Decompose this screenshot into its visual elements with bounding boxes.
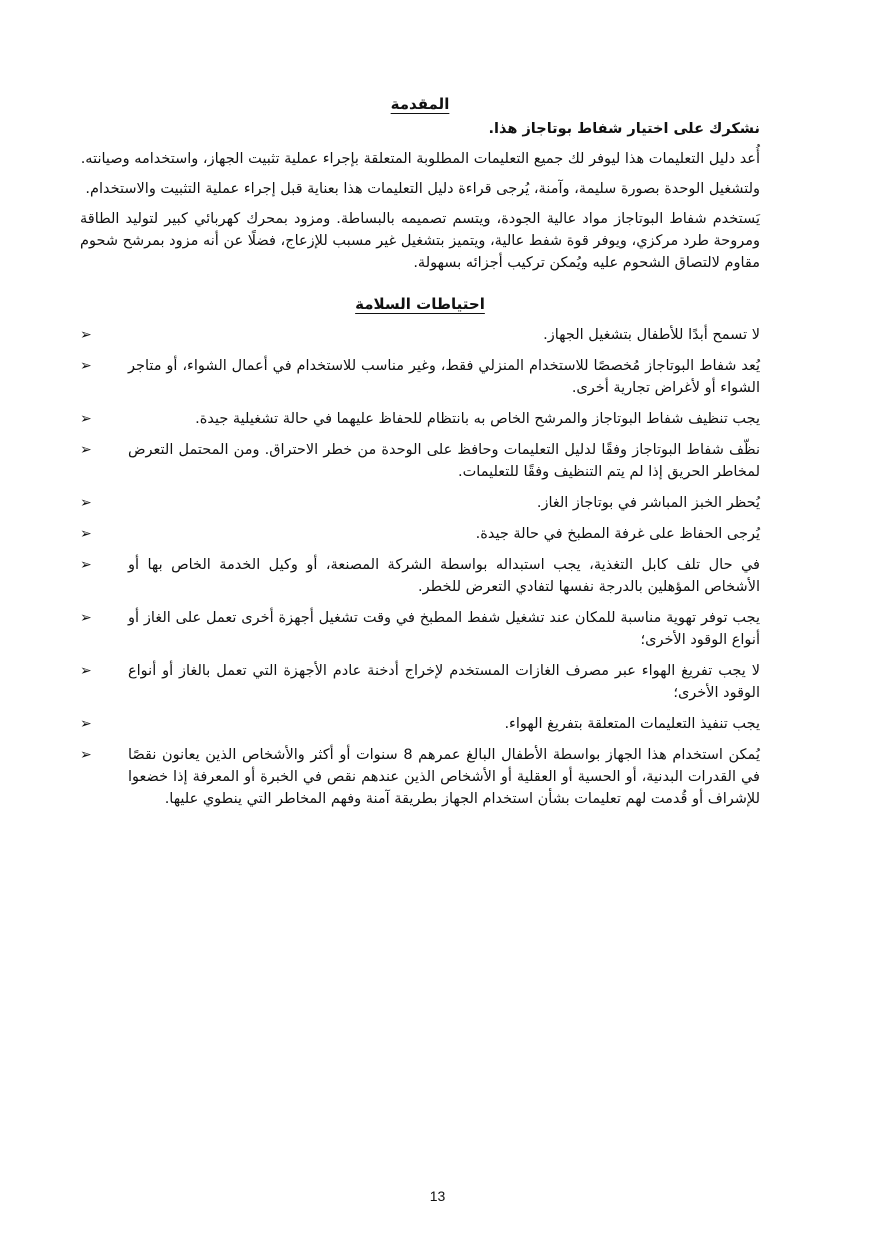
arrow-bullet-icon: ➢	[80, 358, 92, 374]
page-content	[80, 92, 760, 819]
list-item	[80, 713, 760, 735]
list-item-text: يُمكن استخدام هذا الجهاز بواسطة الأطفال البالغ عمرهم 8 سنوات أو أكثر والأشخاص الذين يعانون نقصًا في القدرات البدنية، أو الحسية أو العقلية أو الأشخاص الذين عندهم نقص في الخبرة أو المعرفة إذا خضعوا للإشراف أو قُدمت لهم تعليمات بشأن استخدام الجهاز بطريقة آمنة وفهم المخاطر التي ينطوي عليها.	[128, 747, 760, 807]
intro-heading	[80, 92, 760, 116]
safety-list	[80, 324, 760, 810]
list-item-text: يجب توفر تهوية مناسبة للمكان عند تشغيل شفط المطبخ في وقت تشغيل أجهزة أخرى تعمل على الغاز أو أنواع الوقود الأخرى؛	[128, 610, 760, 648]
intro-heading-text: المقدمة	[390, 95, 450, 113]
intro-subtitle: نشكرك على اختيار شفاط بوتاجاز هذا.	[488, 121, 760, 137]
list-item-text: يُعد شفاط البوتاجاز مُخصصًا للاستخدام المنزلي فقط، وغير مناسب للاستخدام في أعمال الشواء، أو متاجر الشواء أو لأغراض تجارية أخرى.	[128, 358, 760, 396]
arrow-bullet-icon: ➢	[80, 747, 92, 763]
list-item	[80, 744, 760, 810]
list-item-text: يُحظر الخبز المباشر في بوتاجاز الغاز.	[536, 495, 760, 511]
list-item	[80, 492, 760, 514]
list-item	[80, 408, 760, 430]
safety-heading-text: احتياطات السلامة	[355, 295, 485, 313]
list-item	[80, 607, 760, 651]
list-item-text: يُرجى الحفاظ على غرفة المطبخ في حالة جيدة.	[475, 526, 760, 542]
arrow-bullet-icon: ➢	[80, 442, 92, 458]
list-item-text: لا يجب تفريغ الهواء عبر مصرف الغازات المستخدم لإخراج أدخنة عادم الأجهزة التي تعمل بالغاز أو أنواع الوقود الأخرى؛	[128, 663, 760, 701]
list-item	[80, 523, 760, 545]
list-item-text: يجب تنظيف شفاط البوتاجاز والمرشح الخاص به بانتظام للحفاظ عليهما في حالة تشغيلية جيدة.	[195, 411, 760, 427]
list-item-text: يجب تنفيذ التعليمات المتعلقة بتفريغ الهواء.	[504, 716, 760, 732]
arrow-bullet-icon: ➢	[80, 327, 92, 343]
page-number: 13	[429, 1188, 446, 1204]
safety-section	[80, 292, 760, 810]
list-item	[80, 660, 760, 704]
arrow-bullet-icon: ➢	[80, 716, 92, 732]
list-item-text: نظّف شفاط البوتاجاز وفقًا لدليل التعليمات وحافظ على الوحدة من خطر الاحتراق. ومن المحتمل التعرض لمخاطر الحريق إذا لم يتم التنظيف وفقًا للتعليمات.	[128, 442, 760, 480]
list-item-text: لا تسمح أبدًا للأطفال بتشغيل الجهاز.	[543, 327, 760, 343]
list-item	[80, 324, 760, 346]
arrow-bullet-icon: ➢	[80, 557, 92, 573]
arrow-bullet-icon: ➢	[80, 663, 92, 679]
list-item	[80, 554, 760, 598]
list-item	[80, 439, 760, 483]
list-item	[80, 355, 760, 399]
intro-paragraph: يَستخدم شفاط البوتاجاز مواد عالية الجودة، ويتسم تصميمه بالبساطة. ومزود بمحرك كهربائي كبير لتوليد الطاقة ومروحة طرد مركزي، ويوفر قوة شفط عالية، ويتميز بتشغيل غير مسبب للإزعاج، فضلًا عن أنه مزود بمرشح شحوم مقاوم لالتصاق الشحوم عليه ويُمكن تركيب أجزائه بسهولة.	[80, 211, 760, 271]
intro-paragraph: ولتشغيل الوحدة بصورة سليمة، وآمنة، يُرجى قراءة دليل التعليمات هذا بعناية قبل إجراء عملية التثبيت والاستخدام.	[85, 181, 760, 197]
list-item-text: في حال تلف كابل التغذية، يجب استبداله بواسطة الشركة المصنعة، أو وكيل الخدمة الخاص بها أو الأشخاص المؤهلين بالدرجة نفسها لتفادي التعرض للخطر.	[128, 557, 760, 595]
arrow-bullet-icon: ➢	[80, 610, 92, 626]
arrow-bullet-icon: ➢	[80, 411, 92, 427]
intro-paragraph: أُعد دليل التعليمات هذا ليوفر لك جميع التعليمات المطلوبة المتعلقة بإجراء عملية تثبيت الجهاز، واستخدامه وصيانته.	[80, 151, 760, 167]
arrow-bullet-icon: ➢	[80, 495, 92, 511]
arrow-bullet-icon: ➢	[80, 526, 92, 542]
safety-heading	[80, 292, 760, 316]
